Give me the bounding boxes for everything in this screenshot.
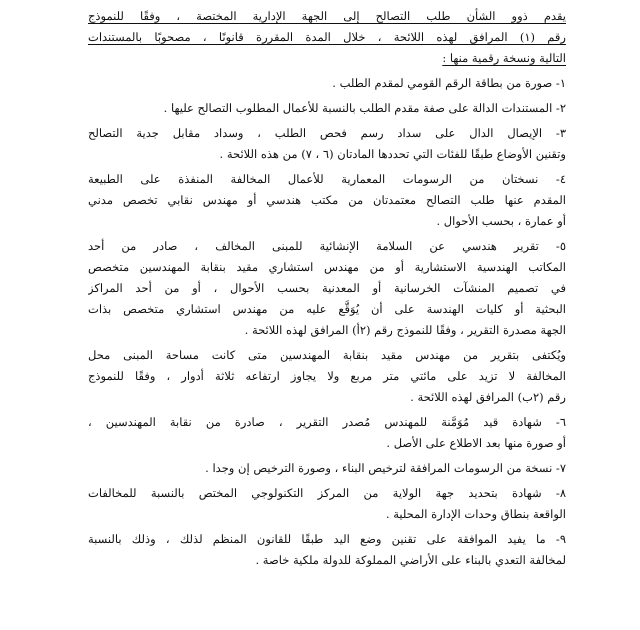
text-line: ٩- ما يفيد الموافقة على تقنين وضع اليد طبقًا للقانون المنظم لذلك ، وذلك بالنسبة	[88, 532, 566, 546]
text-line: المكاتب الهندسية الاستشارية أو من مهندس استشاري مقيد بنقابة المهندسين متخصص	[88, 260, 566, 274]
text-line: ٦- شهادة قيد مُوَمَّنة للمهندس مُصدر التقرير ، صادرة من نقابة المهندسين ،	[88, 415, 566, 429]
paragraph	[88, 483, 566, 525]
text-line: رقم (٢ب) المرافق لهذه اللائحة .	[410, 390, 566, 404]
paragraph	[88, 123, 566, 165]
paragraph	[88, 169, 566, 232]
text-line: وتقنين الأوضاع طبقًا للفئات التي تحددها المادتان (٦ ، ٧) من هذه اللائحة .	[219, 147, 566, 161]
text-line: أو صورة منها بعد الاطلاع على الأصل .	[386, 436, 566, 450]
text-line: الواقعة بنطاق وحدات الإدارة المحلية .	[385, 507, 566, 521]
text-line: ٧- نسخة من الرسومات المرافقة لترخيص البناء ، وصورة الترخيص إن وجدا .	[205, 461, 566, 475]
text-line: أو عمارة ، بحسب الأحوال .	[436, 214, 566, 228]
paragraph	[88, 529, 566, 571]
text-line: ٢- المستندات الدالة على صفة مقدم الطلب بالنسبة للأعمال المطلوب التصالح عليها .	[163, 101, 566, 115]
paragraph	[88, 236, 566, 341]
paragraph	[88, 6, 566, 69]
paragraph	[88, 73, 566, 94]
text-line: ٥- تقرير هندسي عن السلامة الإنشائية للمبنى المخالف ، صادر من أحد	[88, 239, 566, 253]
paragraph	[88, 458, 566, 479]
text-line: لمخالفة التعدي بالبناء على الأراضي المملوكة للدولة ملكية خاصة .	[255, 553, 566, 567]
text-line: رقم (١) المرافق لهذه اللائحة ، خلال المدة المقررة قانونًا ، مصحوبًا بالمستندات	[88, 30, 566, 44]
text-line: المقدم عنها طلب التصالح معتمدتان من مكتب هندسي أو مهندس نقابي تخصص مدني	[88, 193, 566, 207]
text-line: يقدم ذوو الشأن طلب التصالح إلى الجهة الإدارية المختصة ، وفقًا للنموذج	[88, 9, 566, 23]
text-line: التالية ونسخة رقمية منها :	[442, 51, 566, 65]
text-line: ٣- الإيصال الدال على سداد رسم فحص الطلب ، وسداد مقابل جدية التصالح	[88, 126, 566, 140]
text-line: ٨- شهادة بتحديد جهة الولاية من المركز التكنولوجي المختص بالنسبة للمخالفات	[88, 486, 566, 500]
text-line: ٤- نسختان من الرسومات المعمارية للأعمال المخالفة المنفذة على الطبيعة	[88, 172, 566, 186]
paragraph	[88, 98, 566, 119]
text-line: الجهة مصدرة التقرير ، وفقًا للنموذج رقم (٢أ) المرافق لهذه اللائحة .	[244, 323, 566, 337]
text-line: في تصميم المنشآت الخرسانية أو المعدنية بحسب الأحوال ، أو من أحد المراكز	[88, 281, 566, 295]
text-line: البحثية أو كليات الهندسة على أن يُوَقَّع عليه من مهندس استشاري متخصص بذات	[88, 302, 566, 316]
text-line: ويُكتفى بتقرير من مهندس مقيد بنقابة المهندسين متى كانت مساحة المبنى محل	[88, 348, 566, 362]
paragraph	[88, 345, 566, 408]
text-line: ١- صورة من بطاقة الرقم القومي لمقدم الطلب .	[332, 76, 566, 90]
text-line: المخالفة لا تزيد على مائتي متر مربع ولا يجاوز ارتفاعه ثلاثة أدوار ، وفقًا للنموذج	[88, 369, 566, 383]
paragraph	[88, 412, 566, 454]
paragraph-gap	[88, 571, 566, 575]
